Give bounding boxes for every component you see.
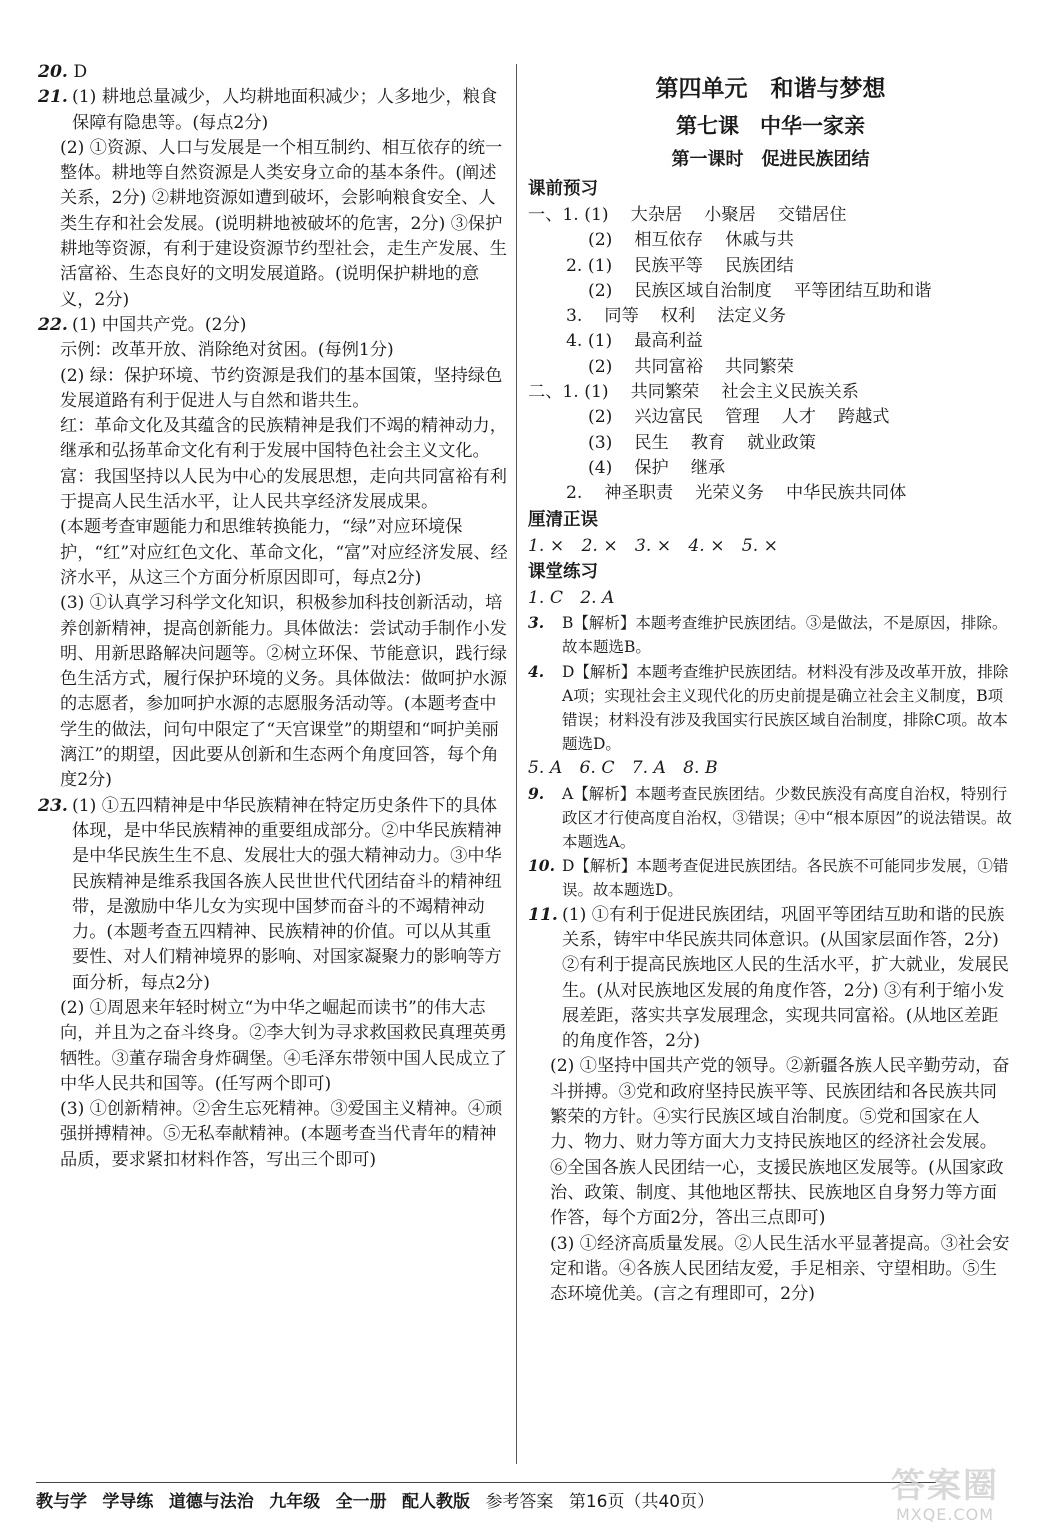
watermark-url: MXQE.COM [895, 1505, 995, 1524]
unit-title: 第四单元 和谐与梦想 [655, 76, 886, 102]
blank-answer: 民族团结 [724, 255, 794, 276]
answer-text: (1) 耕地总量减少，人均耕地面积减少；人多地少，粮食保障有隐患等。(每点2分) [72, 87, 498, 133]
answer-22-part1 [38, 313, 508, 338]
preview-row [528, 203, 1013, 228]
blank-answer: 民族平等 [634, 255, 703, 276]
row-lead: (2) [588, 407, 613, 428]
question-number: 22. [38, 314, 68, 335]
explanation-text: A【解析】本题考查民族团结。少数民族没有高度自治权，特别行政区才行使高度自治权，③错误；④中“根本原因”的说法错误。故本题选A。 [562, 784, 1012, 852]
preview-row [528, 279, 1013, 304]
blank-answer: 兴边富民 [634, 407, 704, 428]
blank-answer: 社会主义民族关系 [721, 382, 859, 403]
practice-9 [528, 782, 1013, 855]
blank-answer: 休戚与共 [725, 230, 794, 251]
practice-11-part3: (3) ①经济高质量发展。②人民生活水平显著提高。③社会安定和谐。④各族人民团结友爱，手足相亲、守望相助。⑤生态环境优美。(言之有理即可，2分) [550, 1233, 1010, 1305]
answer-22-rich: 富：我国坚持以人民为中心的发展思想，走向共同富裕有利于提高人民生活水平，让人民共享经济发展成果。 [60, 466, 507, 513]
footer-edition: 配人教版 [402, 1492, 471, 1512]
row-lead: (2) [588, 356, 613, 377]
blank-answer: 相互依存 [634, 230, 704, 251]
page-footer [36, 1482, 936, 1512]
blank-answer: 权利 [660, 306, 696, 327]
blank-answer: 共同繁荣 [725, 356, 794, 377]
answer-22-green: (2) 绿：保护环境、节约资源是我们的基本国策，坚持绿色发展道路有利于促进人与自然和谐共生。 [60, 365, 503, 411]
clarify-answers: 1. × 2. × 3. × 4. × 5. × [528, 535, 779, 556]
practice-10 [528, 854, 1013, 902]
footer-volume: 全一册 [335, 1492, 387, 1512]
blank-answer: 神圣职责 [604, 483, 674, 504]
question-number: 3. [528, 613, 545, 633]
answer-text: (1) 中国共产党。(2分) [72, 314, 247, 335]
blank-answer: 平等团结互助和谐 [793, 280, 932, 301]
blank-answer: 法定义务 [717, 306, 786, 327]
answer-20 [38, 60, 508, 85]
practice-answers-5-8: 5. A 6. C 7. A 8. B [528, 758, 718, 779]
answer-22-note: (本题考查审题能力和思维转换能力，“绿”对应环境保护，“红”对应红色文化、革命文化，“富”对应经济发展、经济水平，从这三个方面分析原因即可，每点2分) [60, 517, 508, 588]
left-column [38, 60, 508, 1173]
explanation-text: B【解析】本题考查维护民族团结。③是做法，不是原因，排除。故本题选B。 [562, 614, 1008, 657]
blank-answer: 人才 [781, 407, 816, 428]
blank-answer: 共同繁荣 [630, 382, 700, 403]
right-column [528, 60, 1013, 1307]
answer-22-part3: (3) ①认真学习科学文化知识，积极参加科技创新活动，培养创新精神，提高创新能力。具体做法：尝试动手制作小发明、用新思路解决问题等。②树立环保、节能意识，践行绿色生活方式，履行保护环境的义务。具体做法：做呵护水源的志愿者，参加呵护水源的志愿服务活动等。(本题考查中学生的做法，问句中限定了“天宫课堂”的期望和“呵护美丽漓江”的期望，因此要从创新和生态两个角度回答，每个角度2分) [60, 593, 507, 791]
lesson-title: 第七课 中华一家亲 [676, 114, 865, 138]
blank-answer: 管理 [725, 407, 760, 428]
practice-11-part2: (2) ①坚持中国共产党的领导。②新疆各族人民辛勤劳动，奋斗拼搏。③党和政府坚持民族平等、民族团结和各民族共同繁荣的方针。④实行民族区域自治制度。⑤党和国家在人力、物力、财力等方面大力支持民族地区的经济社会发展。⑥全国各族人民团结一心，支援民族地区发展等。(从国家政治、政策、制度、其他地区帮扶、民族地区自身努力等方面作答，每个方面2分，答出三点即可) [550, 1056, 1010, 1229]
blank-answer: 保护 [634, 457, 669, 478]
blank-answer: 民族区域自治制度 [634, 280, 772, 301]
row-lead: (4) [588, 457, 613, 478]
preview-row [528, 304, 1013, 329]
preview-row [528, 481, 1013, 506]
footer-brand: 教与学 [36, 1492, 87, 1512]
answer-text: D [73, 62, 88, 82]
section-heading-practice: 课堂练习 [528, 561, 598, 582]
blank-answer: 民生 [634, 432, 669, 453]
preview-row [528, 380, 1013, 405]
row-lead: 二、1. (1) [528, 382, 609, 403]
watermark-logo [870, 1466, 1020, 1526]
answer-text: (1) ①五四精神是中华民族精神在特定历史条件下的具体体现，是中华民族精神的重要组成部分。②中华民族精神是中华民族生生不息、发展壮大的强大精神动力。③中华民族精神是维系我国各族人民世世代代团结奋斗的精神纽带，是激励中华儿女为实现中国梦而奋斗的不竭精神动力。(本题考查五四精神、民族精神的价值。可以从其重要性、对人们精神境界的影响、对国家凝聚力的影响等方面分析，每点2分) [72, 795, 502, 993]
row-lead: (2) [588, 280, 613, 301]
blank-answer: 小聚居 [704, 205, 756, 225]
preview-row [528, 405, 1013, 430]
blank-answer: 大杂居 [630, 205, 683, 225]
question-number: 10. [528, 856, 555, 876]
row-lead: (3) [588, 432, 613, 453]
blank-answer: 跨越式 [837, 407, 890, 428]
footer-page-number: 第16页（共40页） [568, 1492, 715, 1512]
row-lead: 3. [566, 306, 583, 327]
answer-text: (1) ①有利于促进民族团结，巩固平等团结互助和谐的民族关系，铸牢中华民族共同体意识。(从国家层面作答，2分) ②有利于提高民族地区人民的生活水平，扩大就业，发展民生。(从对民族地区发展的角度作答，2分) ③有利于缩小发展差距，落实共享发展理念，实现共同富裕。(从地区差距的角度作答，2分) [562, 904, 1009, 1052]
answer-23-part2: (2) ①周恩来年轻时树立“为中华之崛起而读书”的伟大志向，并且为之奋斗终身。②李大钊为寻求救国救民真理英勇牺牲。③董存瑞舍身炸碉堡。④毛泽东带领中国人民成立了中华人民共和国等。(任写两个即可) [60, 997, 507, 1094]
question-number: 4. [528, 661, 545, 681]
preview-row [528, 254, 1013, 279]
blank-answer: 光荣义务 [695, 483, 764, 504]
answer-23-part3: (3) ①创新精神。②舍生忘死精神。③爱国主义精神。④顽强拼搏精神。⑤无私奉献精神。(本题考查当代青年的精神品质，要求紧扣材料作答，写出三个即可) [60, 1099, 503, 1170]
blank-answer: 就业政策 [747, 432, 816, 453]
practice-11-part1 [528, 903, 1013, 1055]
section-heading-preview: 课前预习 [528, 179, 598, 199]
section-heading-clarify: 厘清正误 [528, 509, 598, 530]
question-number: 11. [528, 904, 558, 925]
practice-answers-1-2: 1. C 2. A [528, 587, 615, 608]
answer-22-red: 红：革命文化及其蕴含的民族精神是我们不竭的精神动力，继承和弘扬革命文化有利于发展中国特色社会主义文化。 [60, 416, 507, 462]
explanation-text: D【解析】本题考查促进民族团结。各民族不可能同步发展，①错误。故本题选D。 [562, 857, 1009, 900]
blank-answer: 教育 [690, 432, 726, 453]
row-lead: 2. [566, 483, 583, 504]
footer-brand-series: 学导练 [102, 1492, 154, 1512]
answer-21-part1 [38, 85, 508, 136]
question-number: 9. [528, 783, 545, 803]
blank-answer: 中华民族共同体 [785, 483, 907, 504]
preview-row [528, 431, 1013, 456]
practice-4 [528, 660, 1013, 757]
blank-answer: 最高利益 [634, 331, 703, 352]
answer-21-part2: (2) ①资源、人口与发展是一个相互制约、相互依存的统一整体。耕地等自然资源是人类安身立命的基本条件。(阐述关系，2分) ②耕地资源如遭到破坏，会影响粮食安全、人类生存和社会发展。(说明耕地被破坏的危害，2分) ③保护耕地等资源，有利于建设资源节约型社会，走生产发展、生活富裕、生态良好的文明发展道路。(说明保护耕地的意义，2分) [60, 137, 507, 310]
preview-row [528, 329, 1013, 354]
period-title: 第一课时 促进民族团结 [671, 149, 870, 170]
question-number: 21. [38, 87, 68, 108]
row-lead: (2) [588, 230, 613, 251]
preview-row [528, 355, 1013, 380]
preview-row [528, 228, 1013, 253]
practice-3 [528, 611, 1013, 659]
footer-subject: 道德与法治 [168, 1492, 254, 1512]
row-lead: 一、1. (1) [528, 205, 609, 225]
blank-answer: 同等 [604, 306, 639, 327]
question-number: 23. [38, 795, 68, 816]
blank-answer: 继承 [690, 457, 726, 478]
preview-row [528, 456, 1013, 481]
blank-answer: 共同富裕 [634, 356, 704, 377]
row-lead: 4. (1) [566, 331, 613, 352]
explanation-text: D【解析】本题考查维护民族团结。材料没有涉及改革开放，排除A项；实现社会主义现代化的历史前提是确立社会主义制度，B项错误；材料没有涉及我国实行民族区域自治制度，排除C项。故本题选D。 [562, 662, 1009, 754]
blank-answer: 交错居住 [777, 205, 847, 225]
row-lead: 2. (1) [566, 255, 613, 276]
footer-grade: 九年级 [269, 1492, 321, 1512]
footer-answers-label: 参考答案 [485, 1492, 554, 1512]
question-number: 20. [38, 62, 68, 82]
answer-22-example: 示例：改革开放、消除绝对贫困。(每例1分) [60, 340, 394, 361]
column-divider [516, 64, 517, 1464]
answer-23-part1 [38, 794, 508, 996]
watermark-text: 答案圈 [891, 1466, 999, 1506]
